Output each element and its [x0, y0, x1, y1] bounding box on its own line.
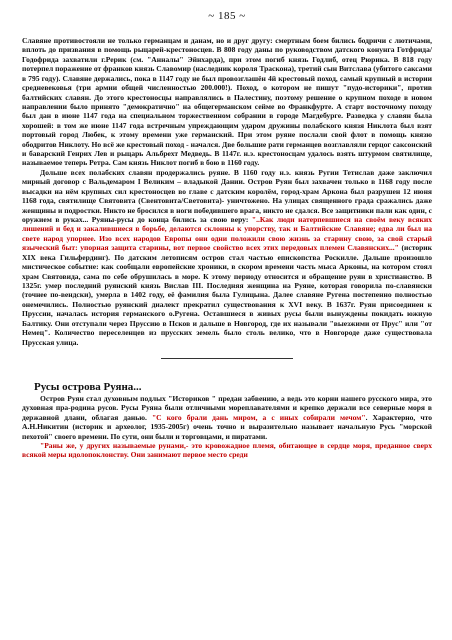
tribute-quote: "С кого брали дань миром, а с иных собирали мечом"	[151, 412, 366, 422]
paragraph-2-text-b: (историк XIX века Гильфердинг). По датским летописям остров стал частью епископства Роскилле. Дальше произошло мистическое событие: как сообщали европейские хроники, в скором времени часть мыса Арконы, на котором стоял храм Святовида, сама по себе обрушилась в море. К этому периоду относится и обращение руян в христианство. В 1325г. умер последний руянский князь Вислав III. Последняя женщина на Руяне, которая говорила по-славянски (точнее по-вендски), умерла в 1402 году, её фамилия была Гулицына. Далее славяне Ругена постепенно полностью онемечились. Полностью руянский диалект прекратил существования к XVI веку. В 1637г. Руян присоединен к Пруссии, началась история германского о.Ругена. Оставшиеся в живых русы были вынуждены покидать южную Балтику. Они отступали через Пруссию в Псков и дальше в Новгород, где их называли "выезжими от Прус" или "от Немец". Количество переселенцев из прусских земель было столь велико, что в Новгороде даже существовала Прусская улица.	[22, 243, 432, 347]
section-body-text	[22, 394, 432, 460]
section-divider	[161, 358, 293, 359]
section-title: Русы острова Руяна...	[34, 380, 142, 393]
paragraph-3-text-b: . Характерно, что А.Н.Никитин (историк и археолог, 1935-2005г) очень точно и выразительно называет начальную Русь "морской пехотой" своего времени. По сути, они были и торговцами, и пиратами.	[22, 412, 432, 441]
paragraph-3-text-a: Остров Руян стал духовным подлых "Историков " предан забвению, а ведь это корни нашего русского мира, это духовная пра-родина русов. Русы Руяна были отличными мореплавателями и крепко держали все северные моря в державной длани, облагая данью.	[22, 393, 432, 422]
body-text	[22, 36, 432, 347]
page-number: ~ 185 ~	[208, 10, 246, 22]
paragraph-1: Славяне противостояли не только германцам и данам, но и друг другу: смертным боем бились бодричи с лютичами, вплоть до призвания в помощь рыцарей-крестоносцев. В 808 году даны по руководством датского конунга Готфрида/Годофрида захватили г.Рерик (см. "Анналы" Эйнхарда), при этом погиб князь Годлиб, отец Рюрика. В 818 году потерпел поражение от франков князь Славомир (наследник короля Траскона), третий сын Витслава (убитого саксами в 795 году). Славяне держались, пока в 1147 году не был провозглашён 4й крестовый поход, самый крупный в истории средневековья (три армии общей численностью 200.000!). Поход, о котором не пишут "пудо-историки", против балтийских славян. До этого крестоносцы направлялись в Палестину, поэтому решение о крупном походе в новом направлении было принято "демократично" на общегерманском сейме во Франкфурте. А старт восточному походу был дан в июне 1147 года на специальном торжественном собрании в городе Магдебурге. Разведка у славян была хорошей: в том же июне 1147 года встречным упреждающим ударом дружины полабского князя Никлота был взят портовый город Любек, к этому времени уже германский. При этом руяне послали свой флот в помощь князю ободритов Никлоту. Но всё же крестовый поход - начался. Две большие рати германцев возглавляли герцог саксонский и баварский Генрих Лев и рыцарь Альбрехт Медведь. В 1147г. н.э. крестоносцам удалось взять штурмом святилище, называемое теперь Ретра. Сам князь Никлот погиб в бою в 1160 году.	[22, 36, 432, 168]
paragraph-3	[22, 394, 432, 441]
paragraph-2-text-a: Дольше всех полабских славян продержались руяне. В 1160 году н.э. князь Ругии Тетислав даже заключил мирный договор с Вальдемаром I Великим – владыкой Дании. Остров Руян был захвачен только в 1168 году после высадки на нём крупных сил крестоносцев во главе с датским королём, город-храм Аркона был разрушен 12 июня 1168 года, святилище Святовита (Свентовита/Световита)- уничтожено. На улицах священного града сражались даже женщины и подростки. Никто не бросился в ноги победившего врага, никто не сдался. Все защитники пали как один, с оружием в руках... Руяны-русы до конца бились за свою веру:	[22, 167, 432, 225]
gilferding-quote: "..Как люди натерпевшиеся на своём веку всяких лишений и бед и закалившиеся в борьбе, делаются склонны к упорству, так и Балтийские Славяне; едва ли был на свете народ упорнее. Изо всех народов Европы они одни положили свою жизнь за старину свою, за свой старый языческий быт: упорная защита старины, вот первое свойство всех этих передовых племен Славянских..."	[22, 215, 432, 253]
paragraph-2	[22, 168, 432, 347]
paragraph-4-quote: "Раны же, у других называемые рунами,- это кровожадное племя, обитающее в сердце моря, преданное сверх всякой меры идолопоклонству. Они занимают первое место среди	[22, 441, 432, 460]
